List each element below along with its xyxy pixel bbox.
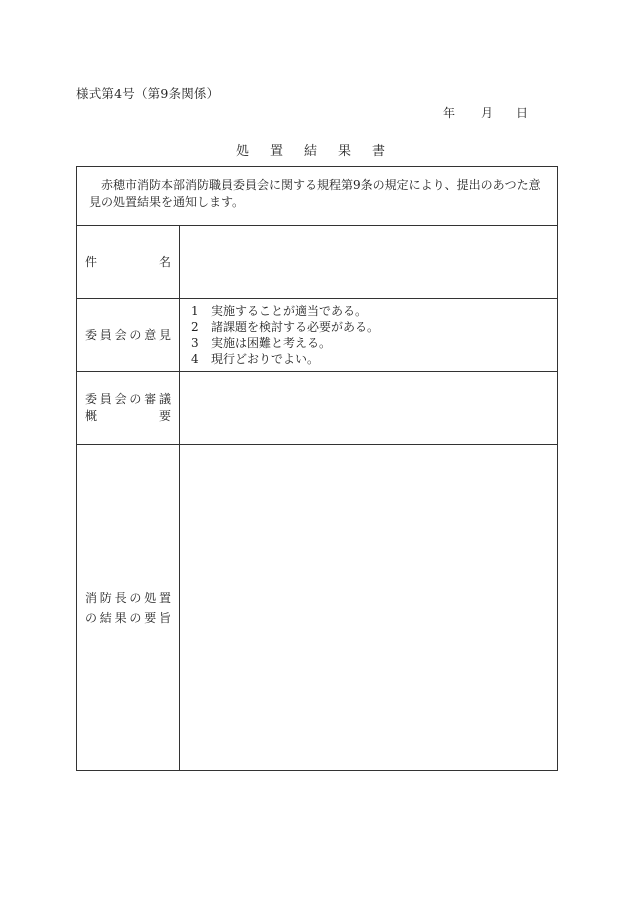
opinion-option[interactable] bbox=[191, 351, 557, 367]
label-char: 概 bbox=[85, 409, 98, 423]
chief-disposition-field[interactable] bbox=[180, 445, 558, 771]
label-char: 要 bbox=[158, 409, 171, 423]
opinion-option[interactable] bbox=[191, 303, 557, 319]
label-char: の bbox=[129, 610, 142, 625]
date-year-label: 年 bbox=[443, 106, 456, 120]
title-char: 書 bbox=[372, 144, 386, 159]
label-char: 会 bbox=[114, 392, 127, 406]
label-char: 旨 bbox=[158, 610, 171, 625]
date-month-label: 月 bbox=[481, 106, 494, 120]
case-name-label bbox=[77, 226, 180, 299]
deliberation-summary-row bbox=[77, 372, 558, 445]
option-number: 4 bbox=[191, 352, 199, 366]
title-char: 置 bbox=[270, 144, 284, 159]
label-char: 長 bbox=[114, 590, 127, 605]
deliberation-summary-field[interactable] bbox=[180, 372, 558, 445]
label-char: 委 bbox=[85, 327, 98, 342]
intro-text: 赤穂市消防本部消防職員委員会に関する規程第9条の規定により、提出のあつた意見の処置結果を通知します。 bbox=[89, 178, 541, 209]
chief-disposition-label bbox=[77, 445, 180, 771]
label-char: 果 bbox=[114, 610, 127, 625]
label-char: の bbox=[129, 590, 142, 605]
date-day-label: 日 bbox=[516, 106, 529, 120]
label-char: 審 bbox=[144, 392, 157, 406]
option-text: 実施は困難と考える。 bbox=[211, 336, 332, 350]
label-char: 件 bbox=[85, 254, 98, 269]
title-char: 処 bbox=[236, 144, 250, 159]
label-char: 委 bbox=[85, 392, 98, 406]
option-number: 3 bbox=[191, 336, 199, 350]
label-char: 名 bbox=[158, 254, 171, 269]
option-number: 2 bbox=[191, 320, 199, 334]
form-number: 様式第4号（第9条関係） bbox=[76, 86, 220, 101]
case-name-row bbox=[77, 226, 558, 299]
label-char: の bbox=[129, 392, 142, 406]
label-char: 消 bbox=[85, 590, 98, 605]
label-char: 員 bbox=[99, 327, 112, 342]
label-char: 議 bbox=[158, 392, 171, 406]
label-char: 結 bbox=[99, 610, 112, 625]
label-char: の bbox=[85, 610, 98, 625]
label-char: 置 bbox=[158, 590, 171, 605]
committee-opinion-row bbox=[77, 299, 558, 372]
label-char: 要 bbox=[144, 610, 157, 625]
option-text: 現行どおりでよい。 bbox=[211, 352, 320, 366]
option-text: 実施することが適当である。 bbox=[211, 304, 368, 318]
label-char: 防 bbox=[99, 590, 112, 605]
case-name-field[interactable] bbox=[180, 226, 558, 299]
option-number: 1 bbox=[191, 304, 199, 318]
opinion-option[interactable] bbox=[191, 335, 557, 351]
committee-opinion-options bbox=[180, 299, 558, 372]
intro-row bbox=[77, 167, 558, 226]
disposition-form-table bbox=[76, 166, 558, 771]
chief-disposition-row bbox=[77, 445, 558, 771]
option-text: 諸課題を検討する必要がある。 bbox=[211, 320, 380, 334]
title-char: 結 bbox=[304, 144, 318, 159]
label-char: 処 bbox=[144, 590, 157, 605]
label-char: 意 bbox=[144, 327, 157, 342]
label-char: 員 bbox=[99, 392, 112, 406]
label-char: 会 bbox=[114, 327, 127, 342]
label-char: の bbox=[129, 327, 142, 342]
committee-opinion-label bbox=[77, 299, 180, 372]
intro-cell bbox=[77, 167, 558, 226]
label-char: 見 bbox=[158, 327, 171, 342]
title-char: 果 bbox=[338, 144, 352, 159]
opinion-option[interactable] bbox=[191, 319, 557, 335]
document-title bbox=[236, 140, 406, 159]
deliberation-summary-label bbox=[77, 372, 180, 445]
